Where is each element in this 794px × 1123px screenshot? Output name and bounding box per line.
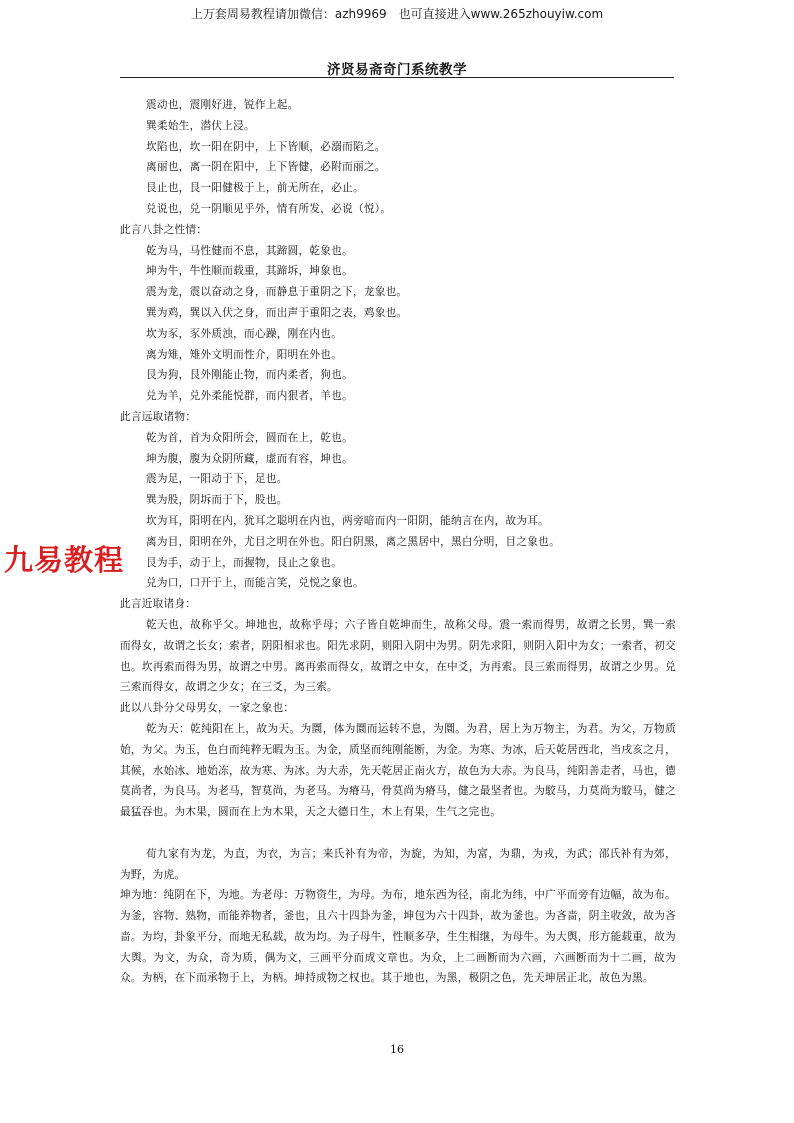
text-line: 艮止也，艮一阳健极于上，前无所在，必止。 xyxy=(146,182,364,195)
text-line: 坎陷也，坎一阳在阴中，上下皆顺，必溺而陷之。 xyxy=(146,140,386,153)
page-number: 16 xyxy=(390,1043,404,1056)
section-heading-far: 此言远取诸物： xyxy=(120,410,197,423)
document-body xyxy=(120,95,676,1010)
text-line: 巽为鸡，巽以入伏之身，而出声于重阳之表，鸡象也。 xyxy=(146,306,408,319)
paragraph-jiujia: 荀九家有为龙，为直，为衣，为言；来氏补有为帝，为旋，为知，为富，为鼎，为戎，为武；邵氏补有为郊，为野，为虎。 xyxy=(120,847,676,881)
text-line: 震为足，一阳动于下，足也。 xyxy=(146,473,288,486)
text-line: 坎为豕，豕外质浊，而心躁，刚在内也。 xyxy=(146,327,343,340)
paragraph-qiankun: 乾天也，故称乎父。坤地也，故称乎母；六子皆自乾坤而生，故称父母。震一索而得男，故谓之长男，巽一索而得女，故谓之长女；索者，阴阳相求也。阳先求阴，则阳入阴中为男。阴先求阳，则阴入阳中为女；一索者，初交也。坎再索而得为男，故谓之中男。离再索而得女，故谓之中女，在中爻，为再索。艮三索而得男，故谓之少男。兑三索而得女，故谓之少女；在三爻，为三索。 xyxy=(120,618,676,694)
text-line: 艮为手，动于上，而握物，艮止之象也。 xyxy=(146,556,343,569)
paragraph-kun: 坤为地：纯阴在下，为地。为老母：万物资生，为母。为布，地东西为径，南北为纬，中广平而旁有边幅，故为布。为釜，容物、熟物，而能养物者，釜也，且六十四卦为釜，坤包为六十四卦，故为釜也。为吝啬，阴主收敛，故为吝啬。为均，卦象平分，而地无私载，故为均。为子母牛，性顺多孕，生生相继，为母牛。为大舆，形方能载重，故为大舆。为文，为众，奇为质，偶为文，三画平分而成文章也。为众，上二画断而为六画，六画断而为十二画，故为众。为柄，在下而承物于上，为柄。坤持成物之权也。其于地也，为黑，极阴之色，先天坤居正北，故色为黑。 xyxy=(120,889,676,985)
text-line: 兑为羊，兑外柔能悦群，而内狠者，羊也。 xyxy=(146,390,353,403)
text-line: 离丽也，离一阴在阳中，上下皆健，必附而丽之。 xyxy=(146,161,386,174)
text-line: 坤为腹，腹为众阴所藏，虚而有容，坤也。 xyxy=(146,452,353,465)
header-divider xyxy=(120,77,674,78)
text-line: 兑说也，兑一阴顺见乎外，情有所发，必说（悦）。 xyxy=(146,202,392,215)
section-heading-family: 此以八卦分父母男女，一家之象也： xyxy=(120,702,295,715)
text-line: 震动也，震刚好进，锐作上起。 xyxy=(146,99,299,111)
section-heading-near: 此言近取诸身： xyxy=(120,598,197,611)
text-line: 巽为股，阴坼而于下，股也。 xyxy=(146,494,288,507)
text-line: 艮为狗，艮外刚能止物，而内柔者，狗也。 xyxy=(146,369,353,382)
text-line: 乾为首，首为众阳所会，圆而在上，乾也。 xyxy=(146,431,353,444)
top-banner: 上万套周易教程请加微信：azh9969 也可直接进入www.265zhouyiw.com xyxy=(190,7,604,21)
page-header-title: 济贤易斋奇门系统教学 xyxy=(327,62,467,78)
text-line: 兑为口，口开于上，而能言笑，兑悦之象也。 xyxy=(146,577,364,590)
paragraph-qian: 乾为天：乾纯阳在上，故为天。为圜，体为圜而运转不息，为圜。为君，居上为万物主，为君。为父，万物质始，为父。为玉，色白而纯粹无暇为玉。为金，质坚而纯刚能断，为金。为寒、为冰，后天乾居西北，当戌亥之月，其候，水始冰、地始冻，故为寒、为冰。为大赤，先天乾居正南火方，故色为大赤。为良马，纯阳善走者，马也，德莫尚者，为良马。为老马，智莫尚，为老马。为瘠马，骨莫尚为瘠马，健之最坚者也。为駮马，力莫尚为駮马，健之最猛吞也。为木果，圆而在上为木果，天之大德日生，木上有果，生气之完也。 xyxy=(120,722,676,819)
text-line: 坎为耳，阳明在内，犹耳之聪明在内也，两旁暗而内一阳阴，能纳言在内，故为耳。 xyxy=(146,514,550,527)
text-line: 离为目，阳明在外，尤目之明在外也。阳白阴黑，离之黑居中，黑白分明，目之象也。 xyxy=(146,535,560,548)
text-line: 震为龙，震以奋动之身，而静息于重阴之下，龙象也。 xyxy=(146,286,408,299)
text-line: 坤为牛，牛性顺而载重，其蹄坼，坤象也。 xyxy=(146,265,353,278)
text-line: 乾为马，马性健而不息，其蹄圆，乾象也。 xyxy=(146,244,353,257)
section-heading-nature: 此言八卦之性情： xyxy=(120,223,208,236)
text-line: 巽柔始生，潜伏上浸。 xyxy=(146,119,255,132)
text-line: 离为雉，雉外文明而性介，阳明在外也。 xyxy=(146,348,343,361)
watermark-logo: 九易教程 xyxy=(4,543,125,577)
